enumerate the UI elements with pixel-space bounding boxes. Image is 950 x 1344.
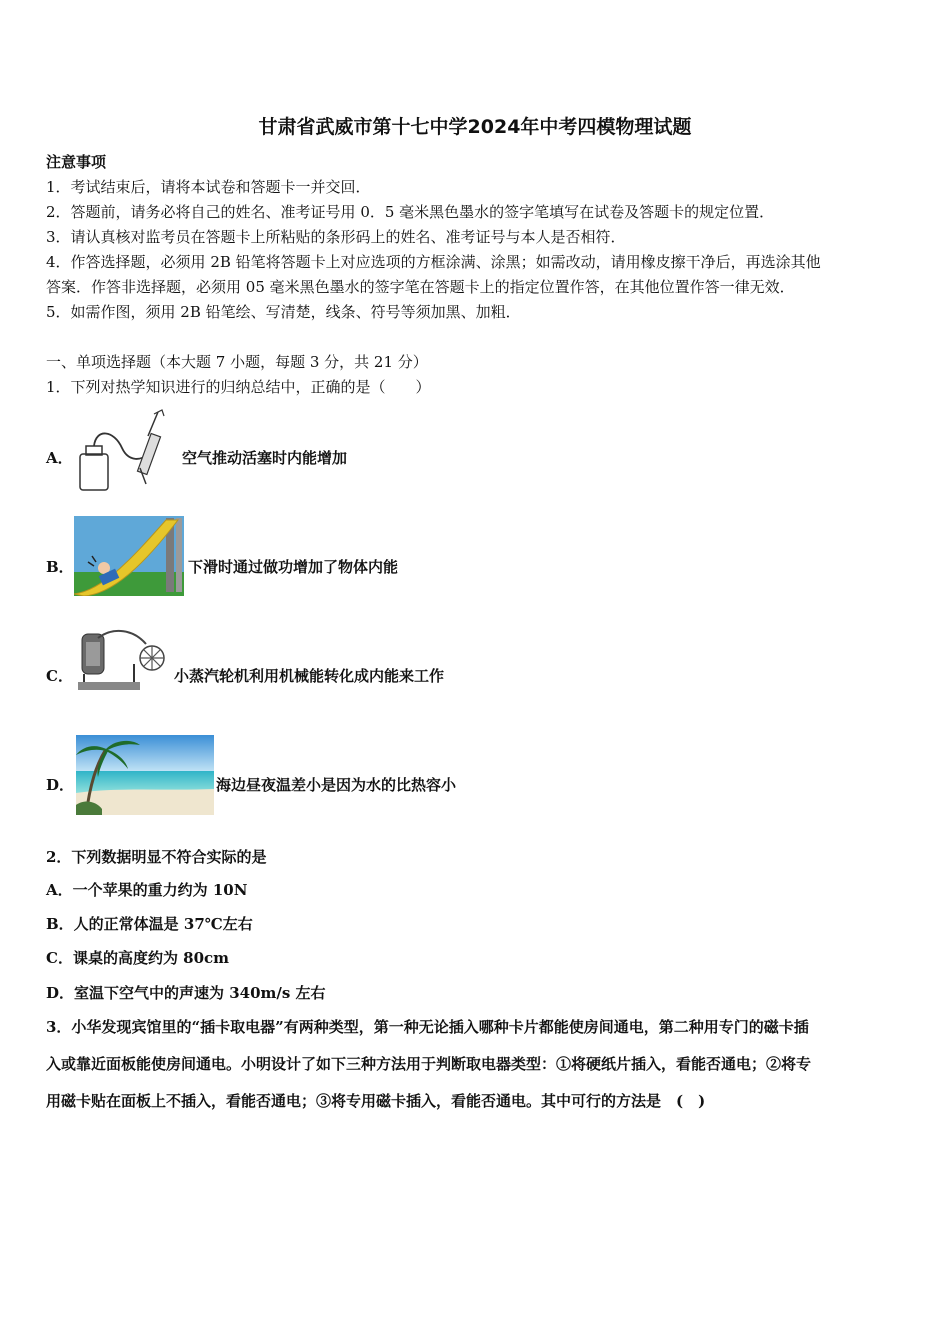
- steam-turbine-image: [74, 624, 172, 700]
- q1-option-c-label: C．: [46, 667, 73, 685]
- q2-option-c: C．课桌的高度约为 80cm: [46, 949, 230, 967]
- section-heading: 一、单项选择题（本大题 7 小题，每题 3 分，共 21 分）: [46, 353, 428, 371]
- q1-option-b-text: 下滑时通过做功增加了物体内能: [188, 558, 399, 576]
- notice-item-2: 2．答题前，请务必将自己的姓名、准考证号用 0．5 毫米黑色墨水的签字笔填写在试卷及答题卡的规定位置．: [46, 203, 775, 221]
- q2-option-a: A．一个苹果的重力约为 10N: [46, 881, 248, 899]
- slide-image: [74, 516, 184, 596]
- question-1-stem: 1．下列对热学知识进行的归纳总结中，正确的是（ ）: [46, 378, 431, 396]
- notice-heading: 注意事项: [46, 153, 107, 171]
- question-2-stem: 2．下列数据明显不符合实际的是: [46, 848, 267, 866]
- pump-apparatus-image: [74, 408, 180, 494]
- question-3-line-1: 3．小华发现宾馆里的“插卡取电器”有两种类型，第一种无论插入哪种卡片都能使房间通电，第二种用专门的磁卡插: [46, 1018, 809, 1036]
- question-3-line-2: 入或靠近面板能使房间通电。小明设计了如下三种方法用于判断取电器类型：①将硬纸片插入，看能否通电；②将专: [46, 1055, 812, 1073]
- notice-item-4-cont: 答案．作答非选择题，必须用 05 毫米黑色墨水的签字笔在答题卡上的指定位置作答，在其他位置作答一律无效．: [46, 278, 795, 296]
- q1-option-b-label: B．: [46, 558, 74, 576]
- beach-image: [76, 735, 214, 815]
- q1-option-d-label: D．: [46, 776, 75, 794]
- notice-item-4: 4．作答选择题，必须用 2B 铅笔将答题卡上对应选项的方框涂满、涂黑；如需改动，请用橡皮擦干净后，再选涂其他: [46, 253, 821, 271]
- page-title: 甘肃省武威市第十七中学2024年中考四模物理试题: [258, 116, 692, 138]
- question-3-line-3: 用磁卡贴在面板上不插入，看能否通电；③将专用磁卡插入，看能否通电。其中可行的方法是 ( ): [46, 1092, 706, 1110]
- q2-option-d: D．室温下空气中的声速为 340m/s 左右: [46, 984, 326, 1002]
- notice-item-1: 1．考试结束后，请将本试卷和答题卡一并交回．: [46, 178, 371, 196]
- notice-item-3: 3．请认真核对监考员在答题卡上所粘贴的条形码上的姓名、准考证号与本人是否相符．: [46, 228, 626, 246]
- q1-option-a-text: 空气推动活塞时内能增加: [182, 449, 348, 467]
- notice-item-5: 5．如需作图，须用 2B 铅笔绘、写清楚，线条、符号等须加黑、加粗．: [46, 303, 521, 321]
- q2-option-b: B．人的正常体温是 37℃左右: [46, 915, 253, 933]
- q1-option-d-text: 海边昼夜温差小是因为水的比热容小: [216, 776, 457, 794]
- q1-option-c-text: 小蒸汽轮机利用机械能转化成内能来工作: [174, 667, 445, 685]
- q1-option-a-label: A．: [46, 449, 73, 467]
